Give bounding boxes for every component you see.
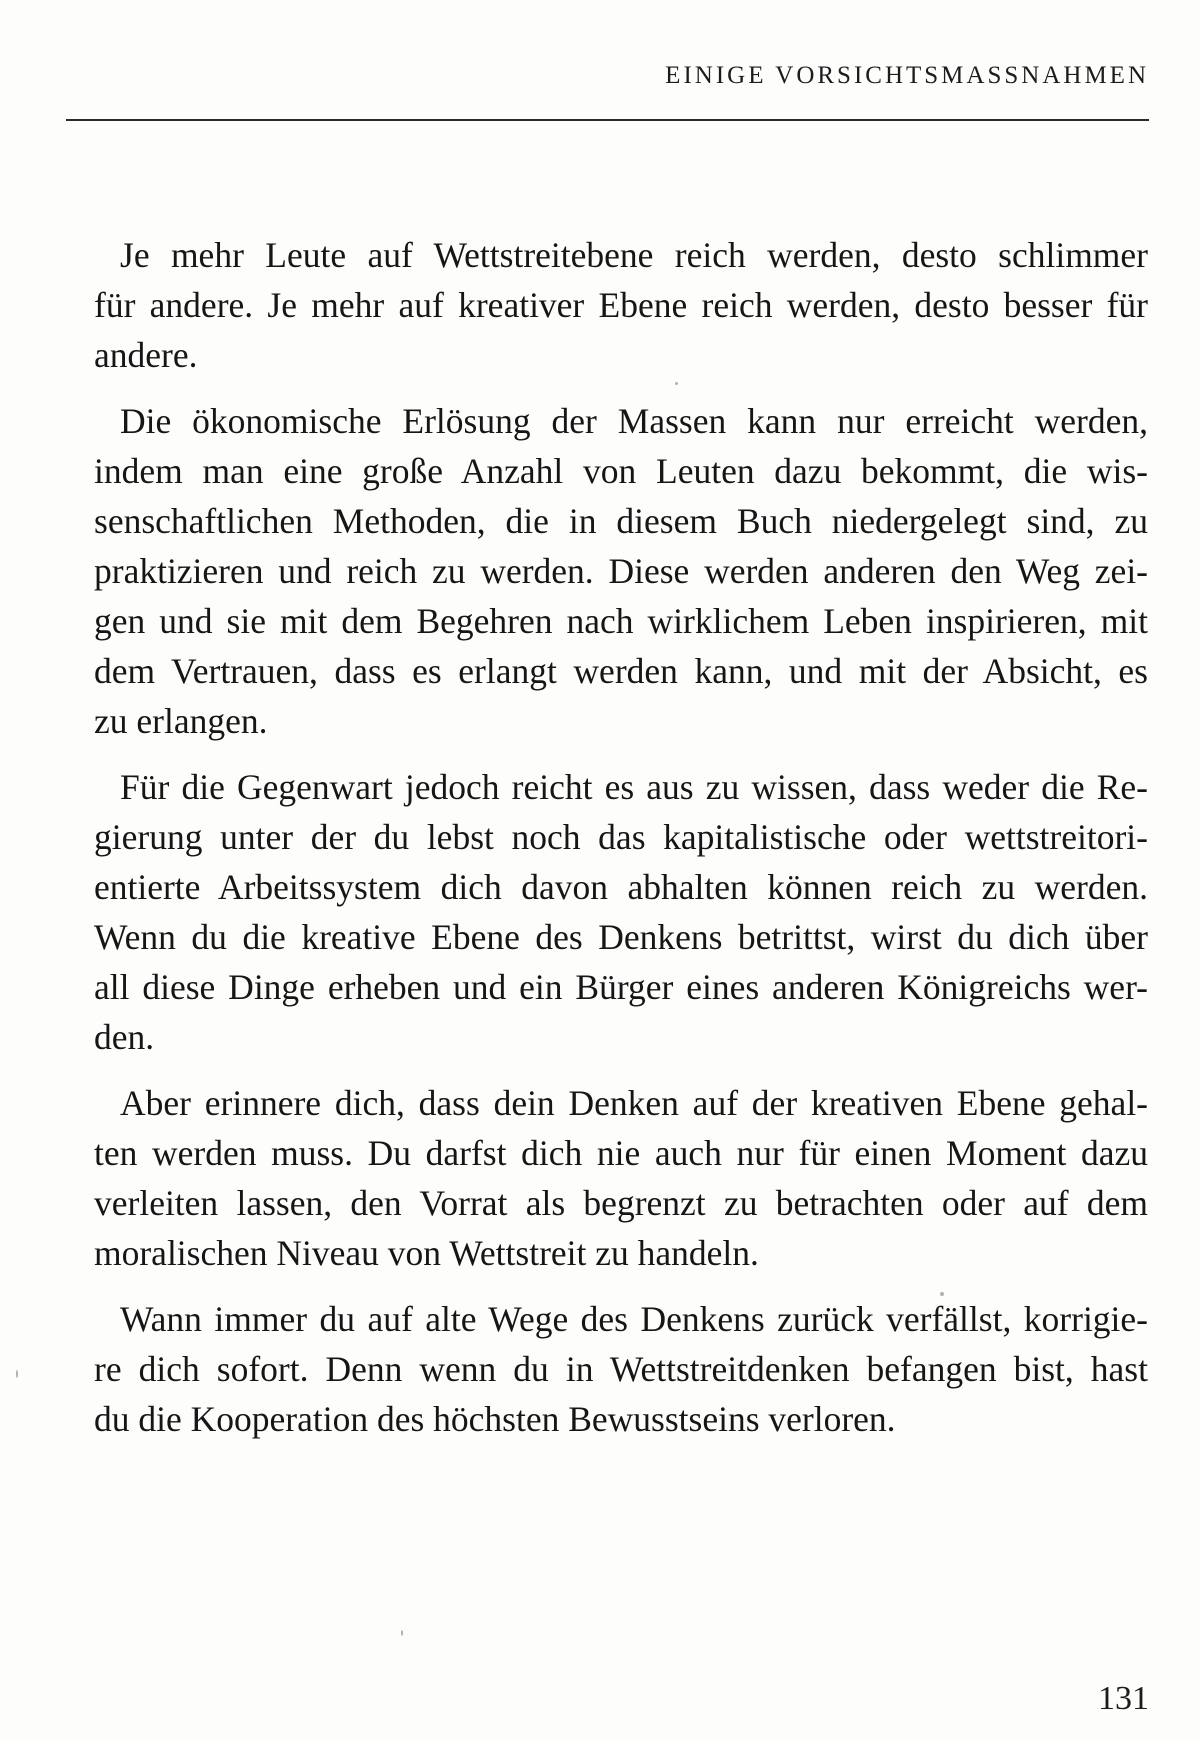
text-line: gierung unter der du lebst noch das kapitalistische oder wettstreitori- [94, 817, 1148, 857]
text-line: verleiten lassen, den Vorrat als begrenzt zu betrachten oder auf dem [94, 1183, 1148, 1223]
text-line: für andere. Je mehr auf kreativer Ebene reich werden, desto besser für [94, 285, 1148, 325]
text-line: Aber erinnere dich, dass dein Denken auf der kreativen Ebene gehal- [120, 1083, 1148, 1123]
text-line: moralischen Niveau von Wettstreit zu handeln. [94, 1233, 759, 1273]
text-line: ten werden muss. Du darfst dich nie auch nur für einen Moment dazu [94, 1133, 1148, 1173]
scan-speck [16, 1370, 18, 1378]
text-line: praktizieren und reich zu werden. Diese werden anderen den Weg zei- [94, 551, 1148, 591]
text-line: entierte Arbeitssystem dich davon abhalten können reich zu werden. [94, 867, 1148, 907]
text-line: zu erlangen. [94, 701, 268, 741]
scan-speck [675, 382, 678, 385]
text-line: all diese Dinge erheben und ein Bürger eines anderen Königreichs wer- [94, 967, 1148, 1007]
text-line: gen und sie mit dem Begehren nach wirklichem Leben inspirieren, mit [94, 601, 1148, 641]
paragraph-5 [68, 1294, 1148, 1444]
body-text [68, 230, 1148, 1460]
scan-speck [401, 1630, 403, 1636]
header-rule [66, 119, 1149, 121]
paragraph-1 [68, 230, 1148, 380]
paragraph-3 [68, 762, 1148, 1062]
text-line: senschaftlichen Methoden, die in diesem Buch niedergelegt sind, zu [94, 501, 1148, 541]
text-line: du die Kooperation des höchsten Bewusstseins verloren. [94, 1399, 896, 1439]
text-line: Für die Gegenwart jedoch reicht es aus zu wissen, dass weder die Re- [120, 767, 1148, 807]
running-header-title: EINIGE VORSICHTSMASSNAHMEN [665, 62, 1149, 89]
paragraph-4 [68, 1078, 1148, 1278]
scan-speck [940, 1292, 944, 1296]
text-line: Die ökonomische Erlösung der Massen kann nur erreicht werden, [120, 401, 1148, 441]
text-line: Je mehr Leute auf Wettstreitebene reich werden, desto schlimmer [120, 235, 1148, 275]
text-line: Wann immer du auf alte Wege des Denkens zurück verfällst, korrigie- [120, 1299, 1148, 1339]
text-line: dem Vertrauen, dass es erlangt werden kann, und mit der Absicht, es [94, 651, 1148, 691]
paragraph-2 [68, 396, 1148, 746]
text-line: andere. [94, 335, 198, 375]
text-line: Wenn du die kreative Ebene des Denkens betrittst, wirst du dich über [94, 917, 1148, 957]
page-number: 131 [1098, 1680, 1149, 1717]
text-line: indem man eine große Anzahl von Leuten dazu bekommt, die wis- [94, 451, 1148, 491]
text-line: den. [94, 1017, 155, 1057]
text-line: re dich sofort. Denn wenn du in Wettstreitdenken befangen bist, hast [94, 1349, 1148, 1389]
